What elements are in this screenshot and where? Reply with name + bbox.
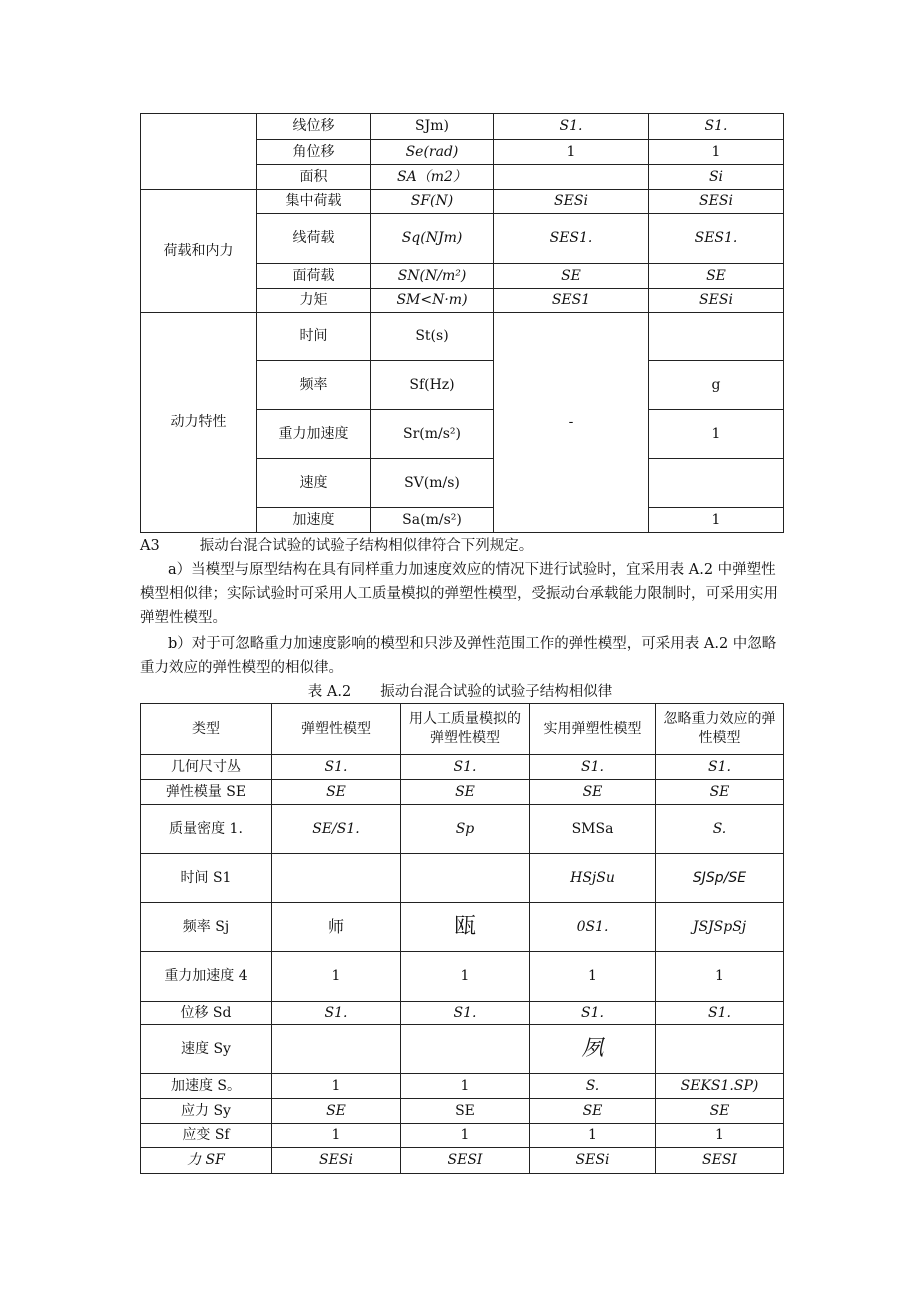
- value-cell: SE: [494, 264, 649, 289]
- group-cell-empty: [141, 114, 257, 190]
- column-header: 类型: [141, 704, 272, 755]
- table-row: [141, 805, 784, 854]
- quantity-symbol: SA（m2）: [371, 165, 494, 190]
- value-cell: 1: [649, 410, 784, 459]
- quantity-name: 线位移: [257, 114, 371, 140]
- row-label: 弹性模量 SE: [141, 780, 272, 805]
- quantity-symbol: SJm): [371, 114, 494, 140]
- column-header: 忽略重力效应的弹性模型: [656, 704, 784, 755]
- value-cell: 1: [530, 1124, 656, 1148]
- table-row: [141, 952, 784, 1002]
- table-header-row: [141, 704, 784, 755]
- value-cell: SESI: [656, 1148, 784, 1174]
- value-cell: SE: [530, 780, 656, 805]
- value-cell: SE: [401, 780, 530, 805]
- value-cell: S1.: [656, 1002, 784, 1025]
- quantity-name: 时间: [257, 313, 371, 361]
- value-cell: 0S1.: [530, 903, 656, 952]
- value-cell: S1.: [494, 114, 649, 140]
- quantity-symbol: SN(N/m²): [371, 264, 494, 289]
- value-cell: [401, 854, 530, 903]
- row-label: 力 SF: [141, 1148, 272, 1174]
- value-cell: [272, 854, 401, 903]
- value-cell: 1: [530, 952, 656, 1002]
- value-cell: SESi: [530, 1148, 656, 1174]
- similarity-table-continued: [140, 113, 784, 533]
- value-cell: [649, 459, 784, 508]
- value-cell: 夙: [530, 1025, 656, 1074]
- section-number: A3: [140, 538, 160, 554]
- quantity-name: 频率: [257, 361, 371, 410]
- quantity-symbol: Sr(m/s²): [371, 410, 494, 459]
- table-row: [141, 854, 784, 903]
- row-label: 几何尺寸丛: [141, 755, 272, 780]
- column-header: 弹塑性模型: [272, 704, 401, 755]
- value-cell: [494, 165, 649, 190]
- value-cell: SE: [649, 264, 784, 289]
- row-label: 质量密度 1.: [141, 805, 272, 854]
- quantity-name: 重力加速度: [257, 410, 371, 459]
- value-cell: 1: [649, 508, 784, 533]
- value-cell: 1: [649, 140, 784, 165]
- value-cell: S.: [530, 1074, 656, 1099]
- row-label: 频率 Sj: [141, 903, 272, 952]
- table-row: [141, 313, 784, 361]
- value-cell: 师: [272, 903, 401, 952]
- value-cell: SESi: [649, 190, 784, 214]
- table-row: [141, 903, 784, 952]
- value-cell: SESi: [494, 190, 649, 214]
- value-cell: 1: [272, 1074, 401, 1099]
- table-row: [141, 1124, 784, 1148]
- value-cell: S1.: [649, 114, 784, 140]
- quantity-name: 力矩: [257, 289, 371, 313]
- value-cell: SE: [530, 1099, 656, 1124]
- value-cell: S1.: [272, 755, 401, 780]
- value-cell: 1: [401, 952, 530, 1002]
- value-cell: S1.: [401, 755, 530, 780]
- value-cell: SJSp/SE: [656, 854, 784, 903]
- value-cell: S1.: [530, 755, 656, 780]
- value-cell: SE: [656, 780, 784, 805]
- table-caption: 表 A.2 振动台混合试验的试验子结构相似律: [307, 684, 613, 700]
- value-cell: [649, 313, 784, 361]
- quantity-name: 线荷载: [257, 214, 371, 264]
- quantity-symbol: Se(rad): [371, 140, 494, 165]
- value-cell: 1: [272, 1124, 401, 1148]
- quantity-symbol: Sa(m/s²): [371, 508, 494, 533]
- value-cell: S1.: [530, 1002, 656, 1025]
- table-row: [141, 1074, 784, 1099]
- row-label: 加速度 S。: [141, 1074, 272, 1099]
- similarity-table-a2: [140, 703, 784, 1174]
- row-label: 速度 Sy: [141, 1025, 272, 1074]
- table-row: [141, 780, 784, 805]
- quantity-symbol: St(s): [371, 313, 494, 361]
- value-cell: 瓯: [401, 903, 530, 952]
- table-row: [141, 1099, 784, 1124]
- value-cell: 1: [656, 1124, 784, 1148]
- value-cell: SE: [401, 1099, 530, 1124]
- value-cell: SE: [656, 1099, 784, 1124]
- value-cell: SESi: [649, 289, 784, 313]
- row-label: 应力 Sy: [141, 1099, 272, 1124]
- value-cell: 1: [401, 1074, 530, 1099]
- value-cell: S1.: [401, 1002, 530, 1025]
- value-cell: [401, 1025, 530, 1074]
- table-row: [141, 1002, 784, 1025]
- table-row: [141, 190, 784, 214]
- value-cell: SMSa: [530, 805, 656, 854]
- table-row: [141, 1025, 784, 1074]
- value-cell: SES1.: [649, 214, 784, 264]
- row-label: 时间 S1: [141, 854, 272, 903]
- group-label-load: 荷载和内力: [141, 190, 257, 313]
- value-cell: 1: [401, 1124, 530, 1148]
- quantity-symbol: SM<N·m): [371, 289, 494, 313]
- quantity-name: 角位移: [257, 140, 371, 165]
- value-cell: HSjSu: [530, 854, 656, 903]
- section-heading-text: 振动台混合试验的试验子结构相似律符合下列规定。: [199, 538, 534, 554]
- row-label: 位移 Sd: [141, 1002, 272, 1025]
- group-label-dynamic: 动力特性: [141, 313, 257, 533]
- value-cell: Si: [649, 165, 784, 190]
- quantity-name: 集中荷载: [257, 190, 371, 214]
- value-cell: 1: [272, 952, 401, 1002]
- value-cell: SEKS1.SP): [656, 1074, 784, 1099]
- value-cell: SE/S1.: [272, 805, 401, 854]
- quantity-name: 加速度: [257, 508, 371, 533]
- value-cell: g: [649, 361, 784, 410]
- value-cell: S1.: [656, 755, 784, 780]
- value-cell: SES1: [494, 289, 649, 313]
- quantity-name: 速度: [257, 459, 371, 508]
- column-header: 实用弹塑性模型: [530, 704, 656, 755]
- quantity-symbol: Sq(NJm): [371, 214, 494, 264]
- quantity-symbol: Sf(Hz): [371, 361, 494, 410]
- value-cell: 1: [656, 952, 784, 1002]
- table-row: [141, 114, 784, 140]
- value-cell: [272, 1025, 401, 1074]
- column-header: 用人工质量模拟的弹塑性模型: [401, 704, 530, 755]
- value-cell: SE: [272, 1099, 401, 1124]
- value-cell: S1.: [272, 1002, 401, 1025]
- section-heading: [140, 534, 800, 558]
- value-cell: [656, 1025, 784, 1074]
- paragraph-a: a）当模型与原型结构在具有同样重力加速度效应的情况下进行试验时，宜采用表 A.2 中弹塑性模型相似律；实际试验时可采用人工质量模拟的弹塑性模型，受振动台承载能力限制时，可采用实用弹塑性模型。: [140, 562, 778, 626]
- merged-value-cell: -: [494, 313, 649, 533]
- value-cell: S.: [656, 805, 784, 854]
- row-label: 应变 Sf: [141, 1124, 272, 1148]
- quantity-name: 面积: [257, 165, 371, 190]
- value-cell: SE: [272, 780, 401, 805]
- value-cell: JSJSpSj: [656, 903, 784, 952]
- value-cell: SESi: [272, 1148, 401, 1174]
- value-cell: SES1.: [494, 214, 649, 264]
- table-row: [141, 1148, 784, 1174]
- quantity-symbol: SV(m/s): [371, 459, 494, 508]
- value-cell: 1: [494, 140, 649, 165]
- row-label: 重力加速度 4: [141, 952, 272, 1002]
- value-cell: SESI: [401, 1148, 530, 1174]
- paragraph-b: b）对于可忽略重力加速度影响的模型和只涉及弹性范围工作的弹性模型，可采用表 A.2 中忽略重力效应的弹性模型的相似律。: [140, 636, 777, 676]
- value-cell: Sp: [401, 805, 530, 854]
- quantity-name: 面荷载: [257, 264, 371, 289]
- table-row: [141, 755, 784, 780]
- quantity-symbol: SF(N): [371, 190, 494, 214]
